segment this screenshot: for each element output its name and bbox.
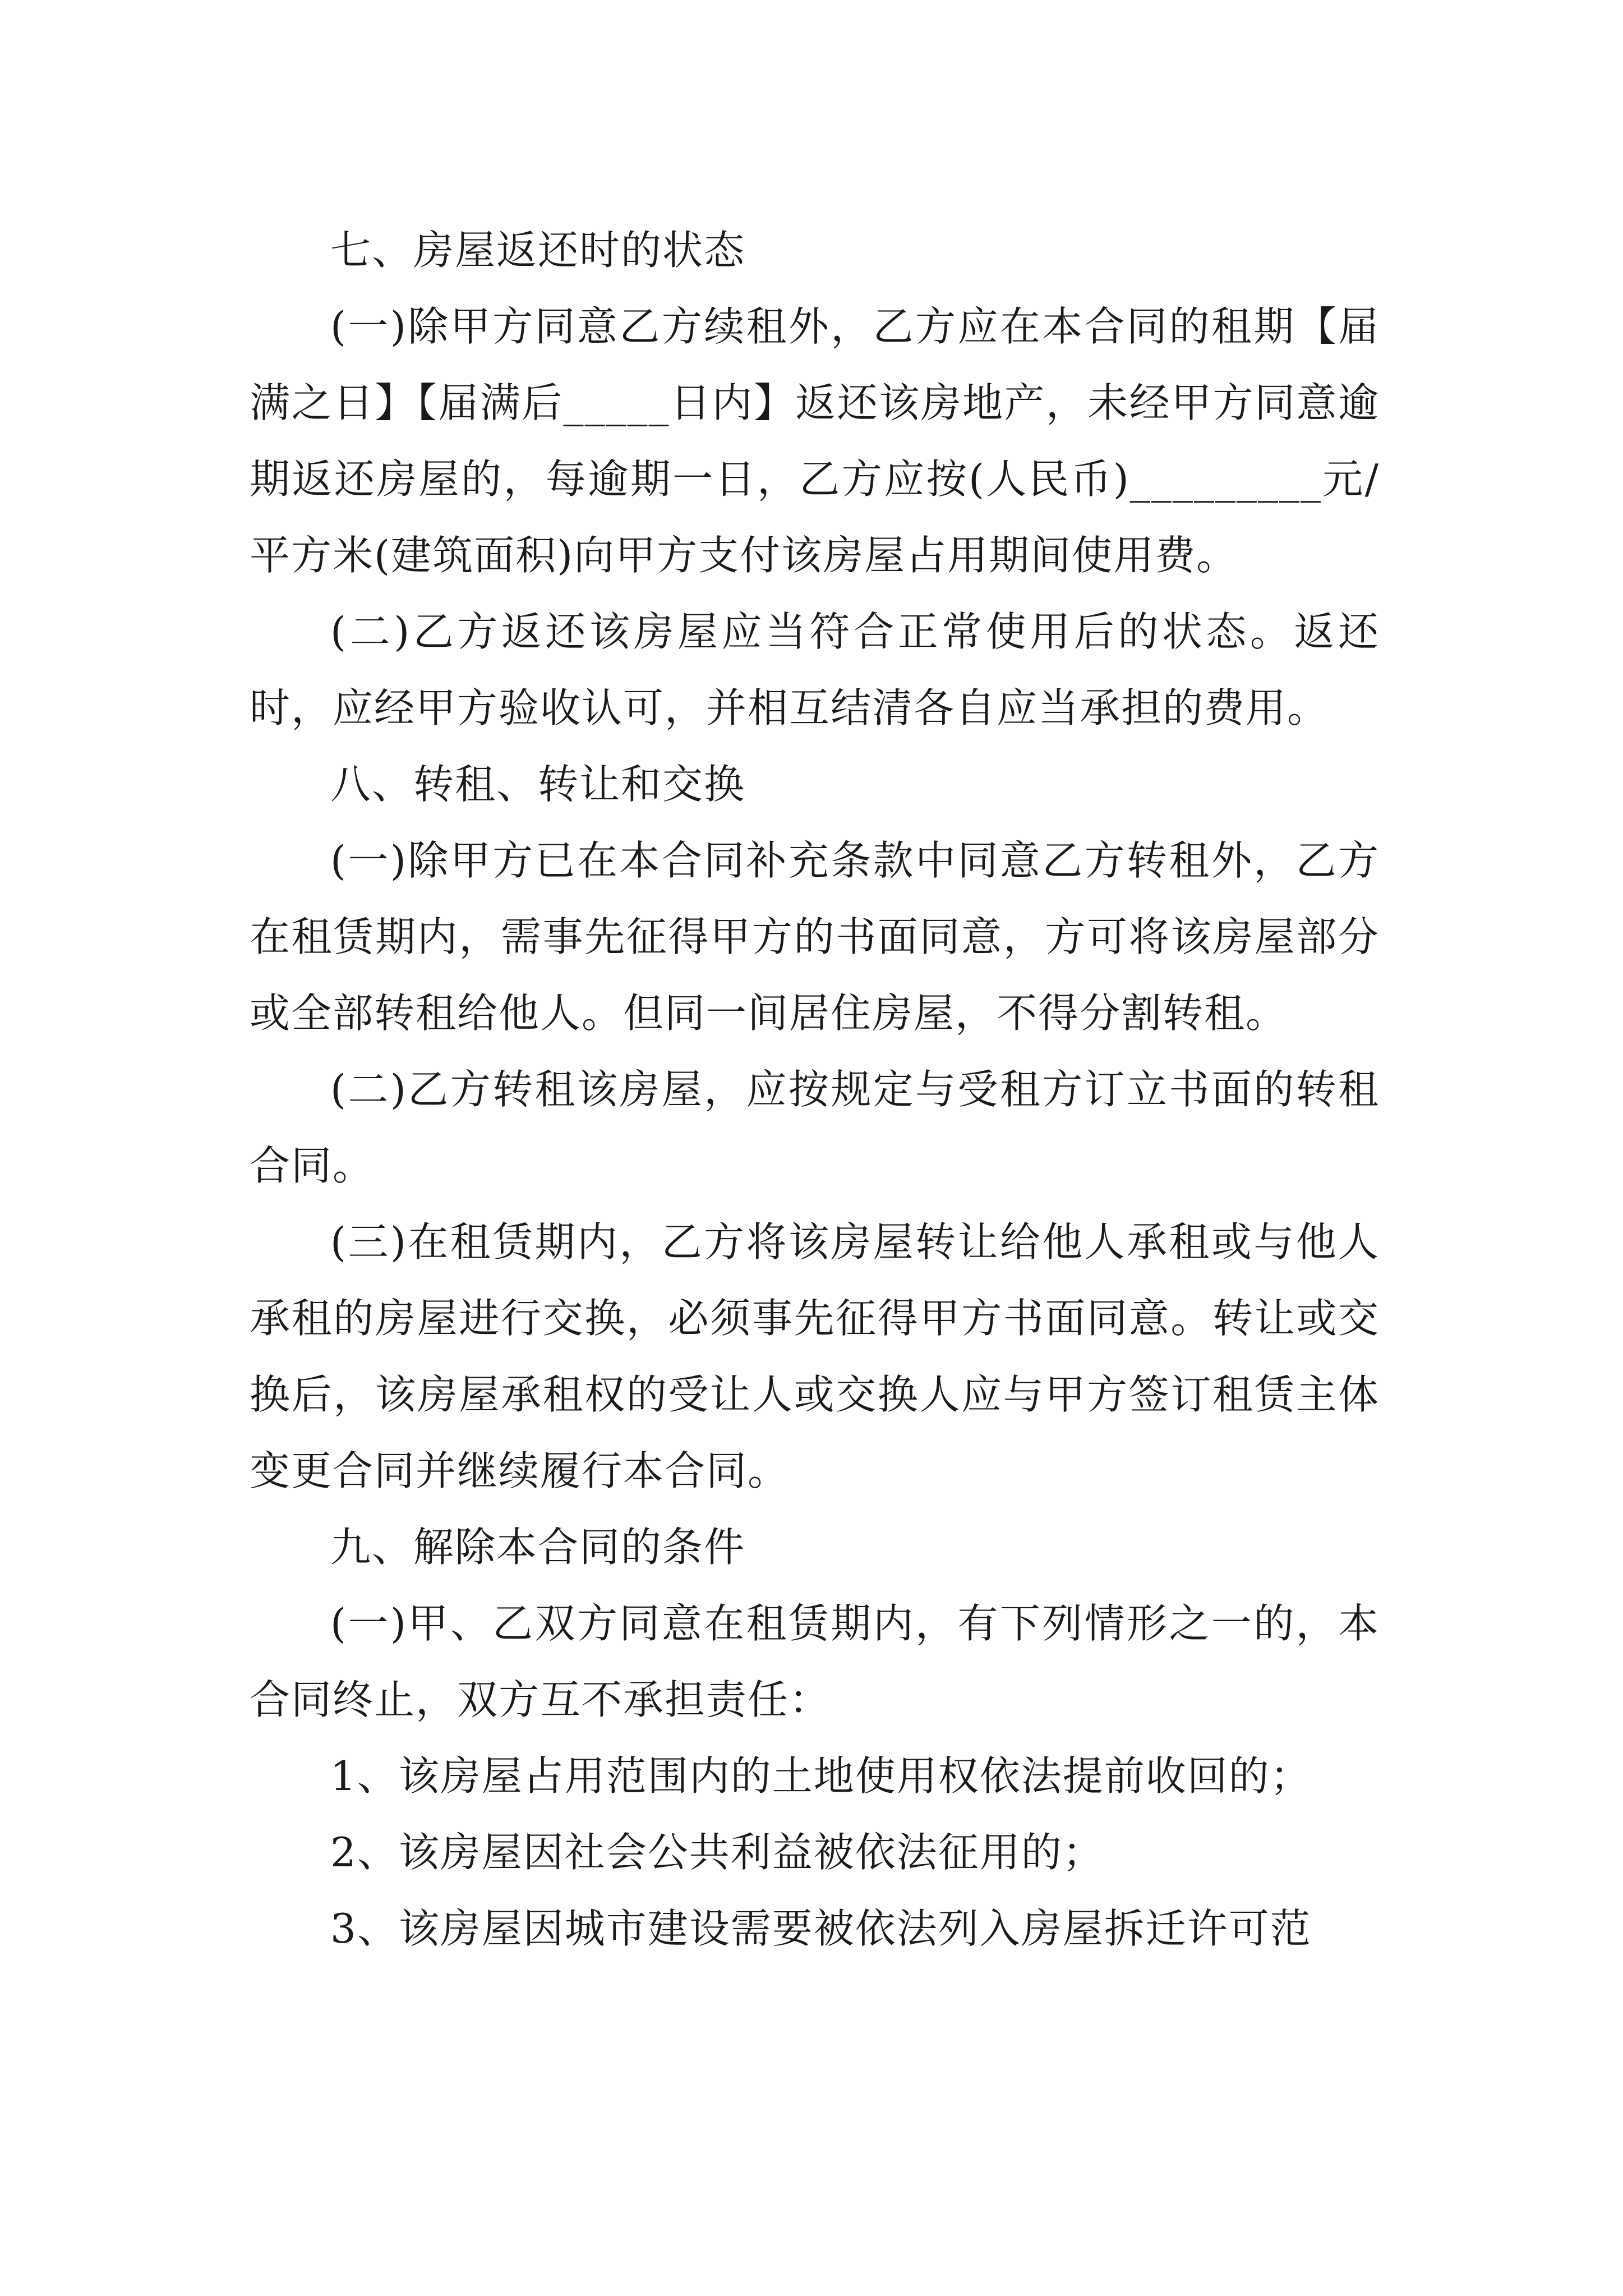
section-heading-9: 九、解除本合同的条件 <box>330 1524 746 1571</box>
paragraph: (一)除甲方已在本合同补充条款中同意乙方转租外，乙方在租赁期内，需事先征得甲方的书面同意，方可将该房屋部分或全部转租给他人。但同一间居住房屋，不得分割转租。 <box>250 837 1380 1037</box>
list-item: 3、该房屋因城市建设需要被依法列入房屋拆迁许可范 <box>330 1905 1312 1952</box>
paragraph: (二)乙方转租该房屋，应按规定与受租方订立书面的转租合同。 <box>250 1066 1380 1189</box>
paragraph: (一)除甲方同意乙方续租外，乙方应在本合同的租期【届满之日】【届满后_____日内】返还该房地产，未经甲方同意逾期返还房屋的，每逾期一日，乙方应按(人民币)_________元/平方米(建筑面积)向甲方支付该房屋占用期间使用费。 <box>250 303 1380 579</box>
paragraph: (三)在租赁期内，乙方将该房屋转让给他人承租或与他人承租的房屋进行交换，必须事先征得甲方书面同意。转让或交换后，该房屋承租权的受让人或交换人应与甲方签订租赁主体变更合同并继续履行本合同。 <box>250 1218 1380 1494</box>
document-body <box>250 212 1380 1967</box>
paragraph: (一)甲、乙双方同意在租赁期内，有下列情形之一的，本合同终止，双方互不承担责任： <box>250 1600 1380 1723</box>
paragraph: (二)乙方返还该房屋应当符合正常使用后的状态。返还时，应经甲方验收认可，并相互结清各自应当承担的费用。 <box>250 608 1380 731</box>
list-item: 1、该房屋占用范围内的土地使用权依法提前收回的； <box>330 1752 1312 1800</box>
list-item: 2、该房屋因社会公共利益被依法征用的； <box>330 1829 1104 1876</box>
section-heading-7: 七、房屋返还时的状态 <box>330 227 746 274</box>
section-heading-8: 八、转租、转让和交换 <box>330 761 746 808</box>
